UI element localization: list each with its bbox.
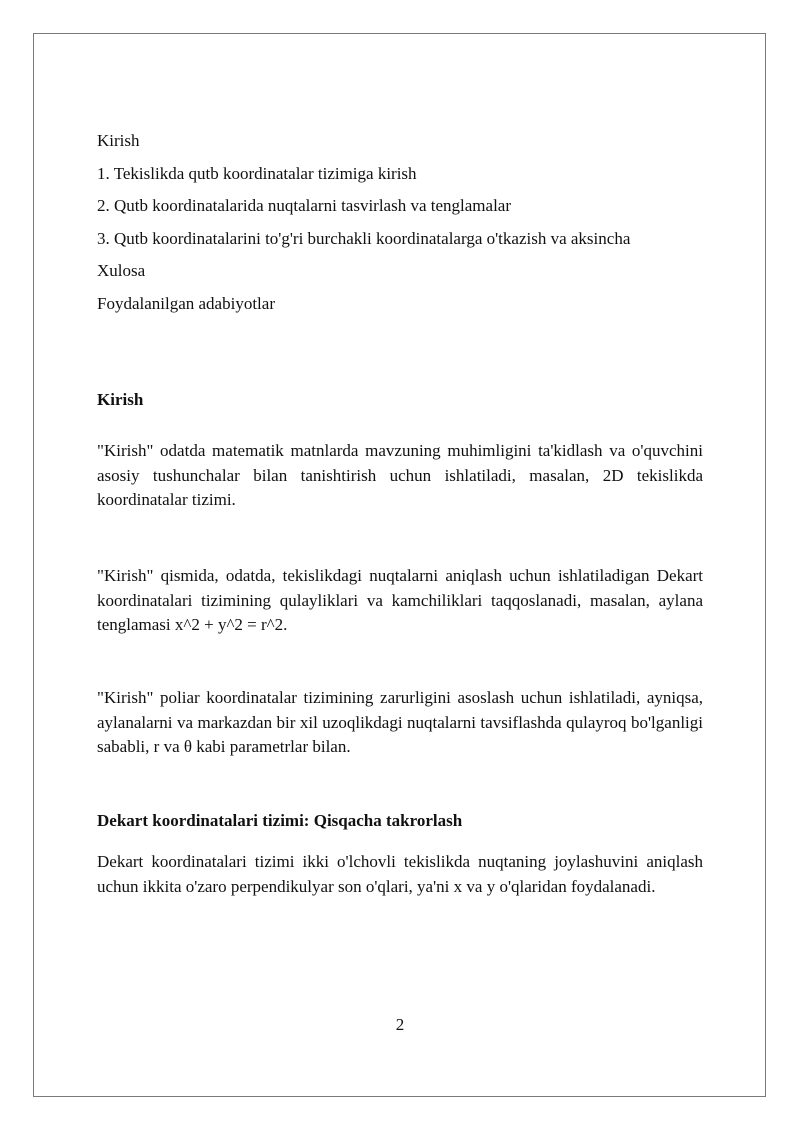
toc-item-references: Foydalanilgan adabiyotlar (97, 293, 275, 313)
page-number: 2 (395, 1015, 405, 1034)
intro-paragraph-2: "Kirish" qismida, odatda, tekislikdagi nuqtalarni aniqlash uchun ishlatiladigan Dekart koordinatalari tizimining qulayliklari va kamchiliklari taqqoslanadi, masalan, aylana tenglamasi x^2 + y^2 = r^2. (97, 566, 703, 634)
cartesian-paragraph: Dekart koordinatalari tizimi ikki o'lchovli tekislikda nuqtaning joylashuvini aniqlash uchun ikkita o'zaro perpendikulyar son o'qlari, ya'ni x va y o'qlaridan foydalanadi. (97, 852, 703, 896)
toc-item-section-3: 3. Qutb koordinatalarini to'g'ri burchakli koordinatalarga o'tkazish va aksincha (97, 228, 631, 248)
intro-heading: Kirish (97, 390, 144, 409)
cartesian-heading: Dekart koordinatalari tizimi: Qisqacha takrorlash (97, 811, 463, 830)
toc-item-section-2: 2. Qutb koordinatalarida nuqtalarni tasvirlash va tenglamalar (97, 196, 512, 215)
toc-item-section-1: 1. Tekislikda qutb koordinatalar tizimiga kirish (97, 163, 417, 183)
toc-item-intro: Kirish (97, 131, 140, 150)
intro-paragraph-3: "Kirish" poliar koordinatalar tizimining zarurligini asoslash uchun ishlatiladi, ayniqsa, aylanalarni va markazdan bir xil uzoqlikdagi nuqtalarni tavsiflashda qulayroq bo'lganligi sababli, r va θ kabi parametrlar bilan. (97, 688, 703, 756)
toc-item-conclusion: Xulosa (97, 261, 146, 280)
intro-paragraph-1: "Kirish" odatda matematik matnlarda mavzuning muhimligini ta'kidlash va o'quvchini asosiy tushunchalar bilan tanishtirish uchun ishlatiladi, masalan, 2D tekislikda koordinatalar tizimi. (97, 441, 703, 509)
table-of-contents (97, 130, 717, 325)
